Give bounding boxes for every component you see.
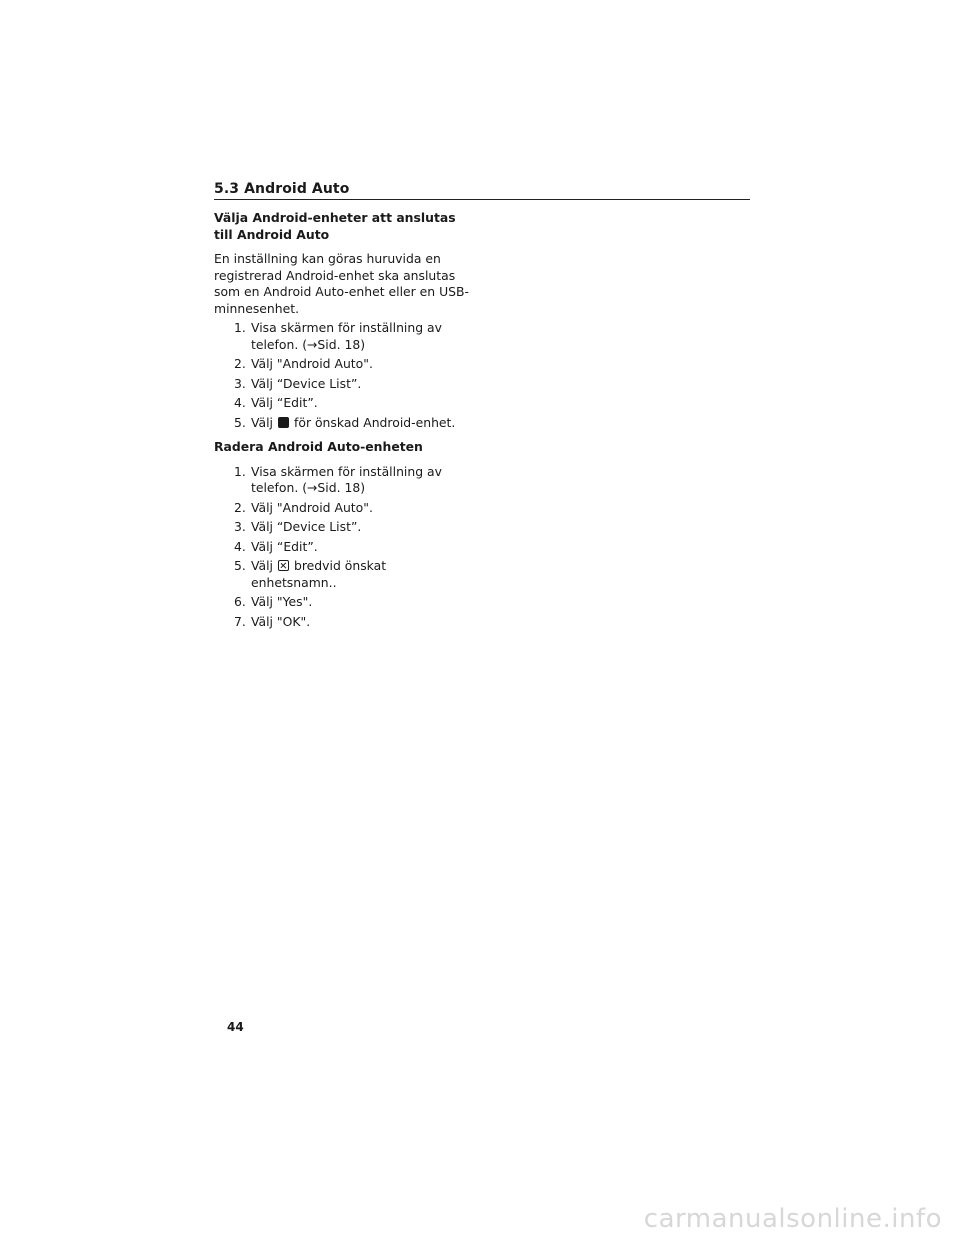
filled-square-icon: [278, 417, 289, 428]
list-item: 5. Välj bredvid önskat enhetsnamn..: [234, 558, 387, 590]
section1-steps: [214, 320, 474, 431]
section1-heading: Välja Android-enheter att anslutas till Android Auto: [214, 210, 456, 242]
list-item: 5. Välj för önskad Android-enhet.: [234, 414, 456, 430]
list-item: 6. Välj "Yes".: [234, 594, 313, 609]
section-header: [214, 178, 750, 200]
watermark: carmanualsonline.info: [643, 1204, 942, 1234]
section-title: 5.3 Android Auto: [214, 181, 350, 197]
list-item: 7. Välj "OK".: [234, 613, 311, 629]
list-item: 2. Välj "Android Auto".: [234, 499, 373, 515]
list-item: 2. Välj "Android Auto".: [234, 356, 373, 371]
list-item: 1. Visa skärmen för inställning av telefon. (→Sid. 18): [234, 463, 442, 495]
list-item: 3. Välj “Device List”.: [234, 519, 362, 534]
section2-heading: Radera Android Auto-enheten: [214, 439, 423, 454]
section1-intro: En inställning kan göras huruvida en registrerad Android-enhet ska anslutas som en Android Auto-enhet eller en USB-minnesenhet.: [214, 251, 470, 316]
list-item: 4. Välj “Edit”.: [234, 395, 318, 410]
list-item: 3. Välj “Device List”.: [234, 375, 362, 391]
list-item: 4. Välj “Edit”.: [234, 538, 318, 554]
page-content: [214, 210, 474, 638]
delete-x-icon: [278, 560, 289, 571]
section2-steps: [214, 464, 474, 631]
page-number: 44: [227, 1020, 244, 1034]
list-item: 1. Visa skärmen för inställning av telefon. (→Sid. 18): [234, 320, 442, 352]
